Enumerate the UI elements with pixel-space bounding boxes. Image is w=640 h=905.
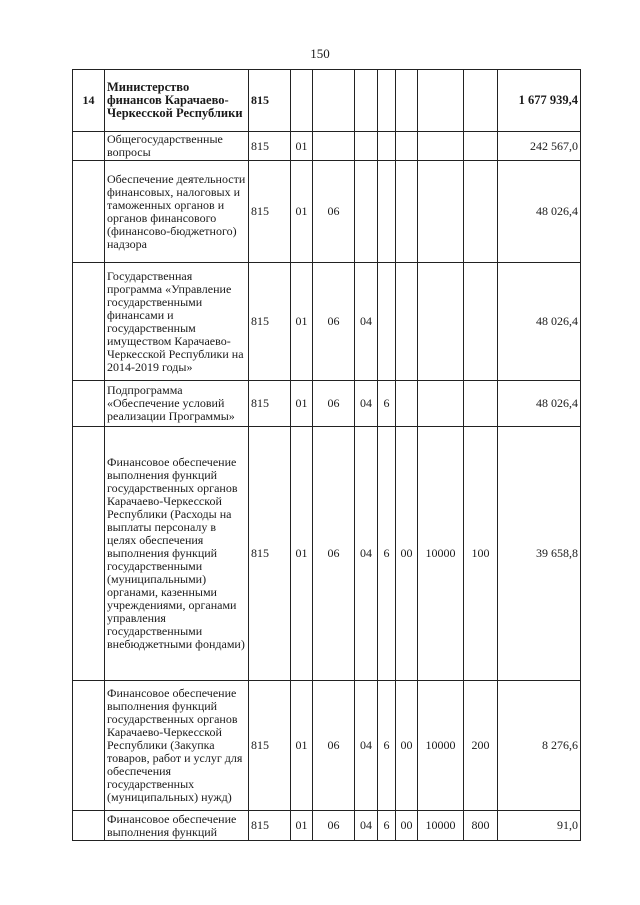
row-number-cell xyxy=(73,132,105,161)
csr-cell xyxy=(418,161,464,263)
sum-cell: 8 276,6 xyxy=(498,681,581,811)
vr-cell: 100 xyxy=(464,427,498,681)
item-name-cell: Финансовое обеспечение выполнения функций государственных органов Карачаево-Черкесской Республики (Расходы на выплаты персоналу в целях обеспечения выполнения функций государственными (муниципальными) органами, казенными учреждениями, органами управления государственными внебюджетными фондами) xyxy=(105,427,249,681)
row-number-cell xyxy=(73,427,105,681)
csr-cell: 10000 xyxy=(418,811,464,841)
table-row xyxy=(73,681,581,811)
code-cell: 815 xyxy=(249,381,291,427)
ministry-name-cell: Министерство финансов Карачаево-Черкесской Республики xyxy=(105,70,249,132)
program-cell: 04 xyxy=(355,427,378,681)
program-cell xyxy=(355,161,378,263)
table-row xyxy=(73,381,581,427)
code-cell: 815 xyxy=(249,427,291,681)
sum-cell: 1 677 939,4 xyxy=(498,70,581,132)
item-name-cell: Финансовое обеспечение выполнения функций государственных органов Карачаево-Черкесской Республики (Закупка товаров, работ и услуг для обеспечения государственных (муниципальных) нужд) xyxy=(105,681,249,811)
subprogram-cell: 6 xyxy=(378,681,396,811)
vr-cell xyxy=(464,132,498,161)
direction-cell: 00 xyxy=(396,681,418,811)
section-cell: 01 xyxy=(291,132,313,161)
direction-cell: 00 xyxy=(396,811,418,841)
subsection-cell xyxy=(313,132,355,161)
subsection-cell: 06 xyxy=(313,161,355,263)
subsection-cell: 06 xyxy=(313,427,355,681)
vr-cell xyxy=(464,161,498,263)
vr-cell xyxy=(464,70,498,132)
direction-cell xyxy=(396,161,418,263)
program-cell: 04 xyxy=(355,381,378,427)
code-cell: 815 xyxy=(249,132,291,161)
budget-table xyxy=(72,69,581,841)
direction-cell xyxy=(396,381,418,427)
code-cell: 815 xyxy=(249,811,291,841)
code-cell: 815 xyxy=(249,70,291,132)
subsection-cell: 06 xyxy=(313,381,355,427)
code-cell: 815 xyxy=(249,263,291,381)
program-cell: 04 xyxy=(355,681,378,811)
table-row xyxy=(73,811,581,841)
section-cell: 01 xyxy=(291,381,313,427)
table-row xyxy=(73,427,581,681)
csr-cell xyxy=(418,70,464,132)
vr-cell xyxy=(464,381,498,427)
row-number-cell xyxy=(73,161,105,263)
section-cell: 01 xyxy=(291,811,313,841)
direction-cell: 00 xyxy=(396,427,418,681)
csr-cell xyxy=(418,263,464,381)
direction-cell xyxy=(396,132,418,161)
section-cell: 01 xyxy=(291,427,313,681)
subsection-cell: 06 xyxy=(313,811,355,841)
subprogram-cell: 6 xyxy=(378,427,396,681)
section-cell: 01 xyxy=(291,263,313,381)
row-number-cell xyxy=(73,263,105,381)
row-number-cell xyxy=(73,811,105,841)
page-number: 150 xyxy=(310,46,330,61)
row-number-cell xyxy=(73,381,105,427)
table-row xyxy=(73,70,581,132)
csr-cell xyxy=(418,381,464,427)
vr-cell: 200 xyxy=(464,681,498,811)
table-row xyxy=(73,263,581,381)
csr-cell xyxy=(418,132,464,161)
sum-cell: 242 567,0 xyxy=(498,132,581,161)
csr-cell: 10000 xyxy=(418,427,464,681)
sum-cell: 48 026,4 xyxy=(498,161,581,263)
item-name-cell: Обеспечение деятельности финансовых, налоговых и таможенных органов и органов финансового (финансово-бюджетного) надзора xyxy=(105,161,249,263)
sum-cell: 48 026,4 xyxy=(498,263,581,381)
section-cell: 01 xyxy=(291,681,313,811)
program-cell xyxy=(355,132,378,161)
sum-cell: 91,0 xyxy=(498,811,581,841)
section-cell: 01 xyxy=(291,161,313,263)
direction-cell xyxy=(396,263,418,381)
table-row xyxy=(73,161,581,263)
program-cell: 04 xyxy=(355,263,378,381)
subprogram-cell xyxy=(378,263,396,381)
direction-cell xyxy=(396,70,418,132)
vr-cell: 800 xyxy=(464,811,498,841)
program-cell: 04 xyxy=(355,811,378,841)
vr-cell xyxy=(464,263,498,381)
subsection-cell xyxy=(313,70,355,132)
subprogram-cell: 6 xyxy=(378,381,396,427)
item-name-cell: Подпрограмма «Обеспечение условий реализации Программы» xyxy=(105,381,249,427)
code-cell: 815 xyxy=(249,161,291,263)
subprogram-cell xyxy=(378,132,396,161)
code-cell: 815 xyxy=(249,681,291,811)
section-cell xyxy=(291,70,313,132)
program-cell xyxy=(355,70,378,132)
subsection-cell: 06 xyxy=(313,263,355,381)
row-number-cell xyxy=(73,681,105,811)
subprogram-cell xyxy=(378,70,396,132)
subprogram-cell xyxy=(378,161,396,263)
sum-cell: 39 658,8 xyxy=(498,427,581,681)
item-name-cell: Общегосударственные вопросы xyxy=(105,132,249,161)
subsection-cell: 06 xyxy=(313,681,355,811)
row-number-cell: 14 xyxy=(73,70,105,132)
item-name-cell: Финансовое обеспечение выполнения функций xyxy=(105,811,249,841)
subprogram-cell: 6 xyxy=(378,811,396,841)
item-name-cell: Государственная программа «Управление государственными финансами и государственным имуществом Карачаево-Черкесской Республики на 2014-2019 годы» xyxy=(105,263,249,381)
sum-cell: 48 026,4 xyxy=(498,381,581,427)
csr-cell: 10000 xyxy=(418,681,464,811)
table-row xyxy=(73,132,581,161)
